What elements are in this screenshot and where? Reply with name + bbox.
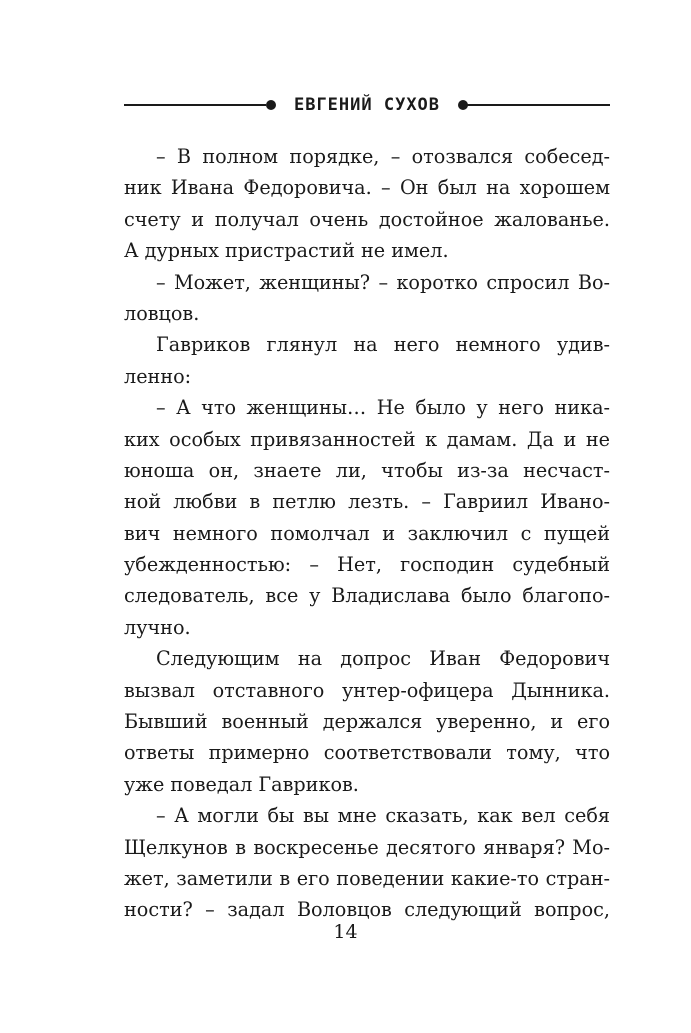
text-line: Бывший военный держался уверенно, и его bbox=[124, 710, 610, 734]
text-line: – А могли бы вы мне сказать, как вел себя bbox=[156, 804, 610, 828]
text-line: ленно: bbox=[124, 364, 192, 388]
page-number: 14 bbox=[333, 921, 358, 943]
text-line: ной любви в петлю лезть. – Гавриил Ивано- bbox=[124, 490, 610, 514]
text-line: следователь, все у Владислава было благопо- bbox=[124, 584, 610, 608]
text-line: уже поведал Гавриков. bbox=[124, 772, 359, 796]
header-rule-right bbox=[467, 104, 610, 106]
text-line: юноша он, знаете ли, чтобы из-за несчаст- bbox=[124, 458, 610, 482]
text-line: ник Ивана Федоровича. – Он был на хорошем bbox=[124, 176, 610, 200]
text-line: ких особых привязанностей к дамам. Да и не bbox=[124, 427, 610, 451]
text-line: убежденностью: – Нет, господин судебный bbox=[124, 553, 610, 577]
text-line: А дурных пристрастий не имел. bbox=[124, 239, 449, 263]
text-line: Гавриков глянул на него немного удив- bbox=[156, 333, 610, 357]
text-line: ловцов. bbox=[124, 301, 200, 325]
text-line: вызвал отставного унтер-офицера Дынника. bbox=[124, 678, 610, 702]
text-line: счету и получал очень достойное жалованье. bbox=[124, 207, 610, 231]
text-line: – В полном порядке, – отозвался собесед- bbox=[156, 145, 610, 168]
header-author: ЕВГЕНИЙ СУХОВ bbox=[293, 95, 441, 115]
text-line: Щелкунов в воскресенье десятого января? Мо- bbox=[124, 835, 610, 859]
text-line: ности? – задал Воловцов следующий вопрос, bbox=[124, 898, 610, 922]
running-header bbox=[124, 92, 610, 118]
text-line: Следующим на допрос Иван Федорович bbox=[156, 647, 610, 671]
header-rule-left bbox=[124, 104, 266, 106]
body-text bbox=[124, 141, 610, 926]
text-line: – Может, женщины? – коротко спросил Во- bbox=[156, 270, 610, 294]
text-line: – А что женщины… Не было у него ника- bbox=[156, 396, 610, 420]
text-line: вич немного помолчал и заключил с пущей bbox=[124, 521, 610, 545]
text-line: ответы примерно соответствовали тому, что bbox=[124, 741, 610, 765]
text-line: жет, заметили в его поведении какие-то стран- bbox=[124, 866, 610, 890]
header-dot-left bbox=[266, 100, 276, 110]
text-line: лучно. bbox=[124, 615, 191, 639]
